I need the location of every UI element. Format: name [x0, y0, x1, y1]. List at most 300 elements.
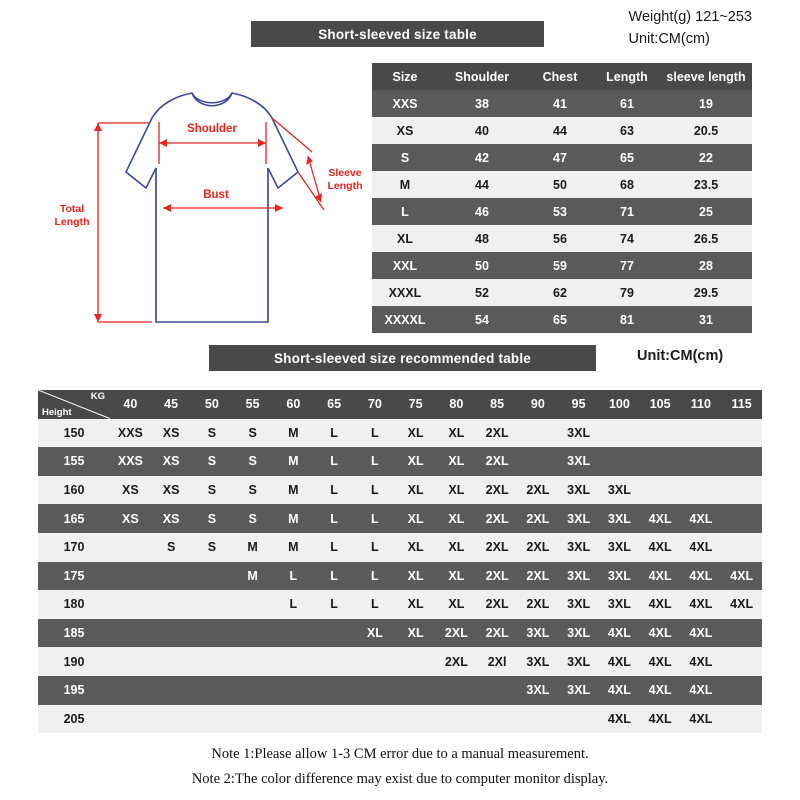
recommended-table-weight-header: 70	[355, 390, 396, 419]
recommended-table-cell: 2XL	[518, 504, 559, 533]
size-table-cell: 40	[438, 117, 526, 144]
recommended-table-cell: 2XL	[477, 533, 518, 562]
recommended-table-cell	[395, 705, 436, 734]
recommended-table-cell: XXS	[110, 419, 151, 448]
size-table-cell: XXXXL	[372, 306, 438, 333]
recommended-table-cell: XXS	[110, 447, 151, 476]
recommended-table-cell	[314, 647, 355, 676]
recommended-table-cell	[355, 705, 396, 734]
recommended-table-weight-header: 110	[681, 390, 722, 419]
recommended-table-weight-header: 60	[273, 390, 314, 419]
recommended-table-cell: 2XL	[518, 533, 559, 562]
recommended-table-cell: 3XL	[599, 562, 640, 591]
size-table-row	[372, 171, 752, 198]
recommended-table-cell	[721, 647, 762, 676]
recommended-table-cell: 4XL	[681, 590, 722, 619]
size-table-cell: 56	[526, 225, 594, 252]
recommended-table-cell: 4XL	[681, 647, 722, 676]
recommended-table-cell	[518, 419, 559, 448]
recommended-table-cell: XL	[436, 447, 477, 476]
recommended-table-cell: 2XL	[436, 619, 477, 648]
size-table-cell: 31	[660, 306, 752, 333]
recommended-table-cell: S	[151, 533, 192, 562]
size-table-col-header: Size	[372, 63, 438, 90]
recommended-table-row	[38, 533, 762, 562]
recommended-table-cell: 4XL	[640, 562, 681, 591]
recommended-table-cell: XS	[151, 419, 192, 448]
recommended-table-height-cell: 180	[38, 590, 110, 619]
recommended-table-row	[38, 419, 762, 448]
size-table-cell: 44	[438, 171, 526, 198]
size-table	[372, 63, 752, 333]
recommended-table-cell: 3XL	[518, 619, 559, 648]
recommended-table-row	[38, 647, 762, 676]
recommended-table-cell: 2XL	[477, 590, 518, 619]
recommended-table-cell	[395, 647, 436, 676]
size-table-body	[372, 90, 752, 333]
size-table-cell: XXS	[372, 90, 438, 117]
recommended-table-cell: XL	[395, 562, 436, 591]
notes	[0, 742, 800, 793]
recommended-size-table	[38, 390, 762, 733]
recommended-table-row	[38, 676, 762, 705]
recommended-table-cell: XL	[395, 619, 436, 648]
recommended-table-cell: XL	[395, 504, 436, 533]
recommended-table-weight-header: 65	[314, 390, 355, 419]
recommended-table-cell	[232, 647, 273, 676]
size-table-cell: XS	[372, 117, 438, 144]
recommended-table-cell: L	[314, 562, 355, 591]
size-table-cell: 63	[594, 117, 660, 144]
recommended-table-cell: XL	[395, 476, 436, 505]
recommended-table-cell: 4XL	[640, 647, 681, 676]
recommended-table-cell: L	[355, 590, 396, 619]
recommended-table-weight-header: 95	[558, 390, 599, 419]
recommended-table-cell	[273, 619, 314, 648]
recommended-table-cell: 3XL	[558, 590, 599, 619]
recommended-table-cell	[721, 447, 762, 476]
recommended-table-cell	[640, 419, 681, 448]
recommended-table-weight-header: 40	[110, 390, 151, 419]
total-length-label-line2: Length	[54, 216, 90, 228]
recommended-table-weight-header: 75	[395, 390, 436, 419]
recommended-table-cell	[192, 705, 233, 734]
recommended-table-weight-header: 55	[232, 390, 273, 419]
size-table-col-header: Shoulder	[438, 63, 526, 90]
recommended-table-cell: L	[314, 504, 355, 533]
recommended-table-cell: S	[192, 504, 233, 533]
recommended-table-cell: XL	[436, 562, 477, 591]
recommended-table-cell: L	[355, 419, 396, 448]
recommended-table-cell	[436, 705, 477, 734]
recommended-table-cell: 2XL	[477, 476, 518, 505]
recommended-table-cell: 2XL	[436, 647, 477, 676]
recommended-table-cell: L	[273, 590, 314, 619]
corner-kg-label: KG	[90, 391, 105, 402]
size-table-cell: 38	[438, 90, 526, 117]
size-table-cell: 81	[594, 306, 660, 333]
recommended-table-cell	[355, 676, 396, 705]
recommended-table-cell: L	[314, 590, 355, 619]
recommended-table-cell: 4XL	[681, 705, 722, 734]
size-table-row	[372, 198, 752, 225]
size-table-header-row	[372, 63, 752, 90]
recommended-table-cell: 4XL	[640, 676, 681, 705]
recommended-table-cell	[721, 676, 762, 705]
recommended-table-cell	[192, 562, 233, 591]
recommended-table-cell: L	[314, 476, 355, 505]
recommended-table-cell: 3XL	[558, 476, 599, 505]
recommended-table-cell: XL	[436, 504, 477, 533]
recommended-table-height-cell: 205	[38, 705, 110, 734]
size-table-cell: 54	[438, 306, 526, 333]
size-table-row	[372, 252, 752, 279]
size-table-cell: 44	[526, 117, 594, 144]
recommended-table-cell	[681, 476, 722, 505]
recommended-table-row	[38, 705, 762, 734]
size-table-cell: 42	[438, 144, 526, 171]
recommended-table-cell: L	[355, 504, 396, 533]
recommended-table-height-cell: 175	[38, 562, 110, 591]
recommended-table-cell: XL	[436, 476, 477, 505]
recommended-table-cell: XL	[355, 619, 396, 648]
recommended-table-cell	[232, 619, 273, 648]
recommended-table-cell	[192, 619, 233, 648]
size-table-cell: 65	[594, 144, 660, 171]
size-table-cell: S	[372, 144, 438, 171]
recommended-table-row	[38, 562, 762, 591]
recommended-table-cell: L	[314, 447, 355, 476]
size-table-cell: 52	[438, 279, 526, 306]
recommended-table-header-row	[38, 390, 762, 419]
size-table-col-header: Chest	[526, 63, 594, 90]
recommended-table-cell: 4XL	[721, 590, 762, 619]
size-table-cell: 53	[526, 198, 594, 225]
recommended-table-cell: XL	[395, 419, 436, 448]
recommended-table-cell	[518, 705, 559, 734]
recommended-table-cell: 2XL	[518, 476, 559, 505]
sleeve-label-line1: Sleeve	[328, 167, 362, 179]
recommended-table-cell	[640, 476, 681, 505]
size-table-cell: 20.5	[660, 117, 752, 144]
sleeve-label-line2: Length	[327, 180, 363, 192]
recommended-table-row	[38, 619, 762, 648]
recommended-table-cell: 2XL	[477, 619, 518, 648]
size-table-col-header: sleeve length	[660, 63, 752, 90]
corner-height-label: Height	[42, 406, 72, 418]
recommended-table-cell: XS	[110, 504, 151, 533]
recommended-table-cell: M	[273, 447, 314, 476]
recommended-table-height-cell: 150	[38, 419, 110, 448]
size-table-cell: 50	[438, 252, 526, 279]
total-length-label-line1: Total	[59, 203, 85, 215]
recommended-table-cell	[721, 705, 762, 734]
recommended-table-banner: Short-sleeved size recommended table	[209, 345, 596, 371]
recommended-table-cell: 3XL	[518, 676, 559, 705]
recommended-table-cell: 4XL	[681, 562, 722, 591]
recommended-table-height-cell: 165	[38, 504, 110, 533]
size-table-cell: 22	[660, 144, 752, 171]
recommended-table-cell: 3XL	[558, 647, 599, 676]
recommended-table-cell	[314, 619, 355, 648]
recommended-table-cell: 2Xl	[477, 647, 518, 676]
recommended-table-cell: 2XL	[518, 562, 559, 591]
size-table-cell: 77	[594, 252, 660, 279]
recommended-table-cell: 2XL	[518, 590, 559, 619]
size-table-cell: 71	[594, 198, 660, 225]
recommended-table-cell: S	[232, 447, 273, 476]
recommended-table-cell: 2XL	[477, 504, 518, 533]
meta-info	[629, 6, 752, 51]
recommended-table-cell: 3XL	[558, 447, 599, 476]
recommended-table-cell	[110, 533, 151, 562]
recommended-table-cell: 3XL	[599, 504, 640, 533]
recommended-table-cell	[721, 533, 762, 562]
recommended-table-height-cell: 190	[38, 647, 110, 676]
recommended-table-cell	[599, 419, 640, 448]
shoulder-label: Shoulder	[187, 123, 237, 135]
recommended-table-cell: 2XL	[477, 447, 518, 476]
recommended-table-weight-header: 115	[721, 390, 762, 419]
size-table-cell: 48	[438, 225, 526, 252]
recommended-table-cell	[721, 504, 762, 533]
recommended-table-cell: 3XL	[599, 590, 640, 619]
recommended-table-cell	[192, 676, 233, 705]
size-table-head	[372, 63, 752, 90]
recommended-table-cell	[721, 619, 762, 648]
recommended-table-cell: L	[355, 447, 396, 476]
recommended-table-cell	[151, 619, 192, 648]
recommended-table-cell	[151, 676, 192, 705]
recommended-table-cell: XL	[436, 590, 477, 619]
size-table-banner: Short-sleeved size table	[251, 21, 544, 47]
recommended-table-weight-header: 85	[477, 390, 518, 419]
recommended-table-row	[38, 590, 762, 619]
recommended-table-cell: 3XL	[518, 647, 559, 676]
recommended-table-head	[38, 390, 762, 419]
recommended-table-cell: 4XL	[721, 562, 762, 591]
recommended-table-height-cell: 155	[38, 447, 110, 476]
recommended-table-weight-header: 105	[640, 390, 681, 419]
recommended-table-cell: 3XL	[599, 533, 640, 562]
recommended-table-height-cell: 195	[38, 676, 110, 705]
size-table-cell: 41	[526, 90, 594, 117]
recommended-table-cell	[273, 647, 314, 676]
recommended-table-cell: 4XL	[599, 676, 640, 705]
recommended-table-cell	[110, 647, 151, 676]
size-table-cell: XXXL	[372, 279, 438, 306]
recommended-table-cell: XS	[110, 476, 151, 505]
recommended-table-cell: XL	[436, 419, 477, 448]
recommended-table-cell: S	[192, 447, 233, 476]
recommended-table-cell	[232, 676, 273, 705]
size-table-cell: L	[372, 198, 438, 225]
recommended-table-cell	[518, 447, 559, 476]
recommended-table-height-cell: 160	[38, 476, 110, 505]
recommended-table-weight-header: 45	[151, 390, 192, 419]
recommended-table-cell	[640, 447, 681, 476]
recommended-table-cell: 4XL	[681, 619, 722, 648]
recommended-table-cell	[599, 447, 640, 476]
size-table-cell: 79	[594, 279, 660, 306]
recommended-table-cell	[273, 676, 314, 705]
recommended-table-cell	[110, 676, 151, 705]
recommended-table-cell: 3XL	[599, 476, 640, 505]
recommended-table-cell: M	[273, 419, 314, 448]
recommended-table-cell: 3XL	[558, 619, 599, 648]
recommended-table-cell: S	[232, 419, 273, 448]
recommended-table-cell: XS	[151, 447, 192, 476]
recommended-table-cell	[477, 676, 518, 705]
recommended-table-cell: 4XL	[599, 619, 640, 648]
recommended-table-cell: L	[273, 562, 314, 591]
recommended-table-cell: 3XL	[558, 562, 599, 591]
recommended-table-cell: M	[273, 533, 314, 562]
recommended-table-cell: 3XL	[558, 504, 599, 533]
size-table-cell: 65	[526, 306, 594, 333]
recommended-table-row	[38, 447, 762, 476]
size-table-cell: 50	[526, 171, 594, 198]
recommended-table-cell	[273, 705, 314, 734]
recommended-table-cell	[314, 705, 355, 734]
recommended-table-cell: 4XL	[681, 533, 722, 562]
recommended-table-cell: 4XL	[640, 504, 681, 533]
recommended-table-cell	[232, 590, 273, 619]
recommended-table-cell	[192, 590, 233, 619]
recommended-table-row	[38, 476, 762, 505]
size-table-cell: XL	[372, 225, 438, 252]
recommended-table-cell	[395, 676, 436, 705]
size-table-cell: 62	[526, 279, 594, 306]
recommended-table-cell: 4XL	[681, 504, 722, 533]
size-table-cell: XXL	[372, 252, 438, 279]
recommended-table-cell	[232, 705, 273, 734]
size-table-cell: 25	[660, 198, 752, 225]
recommended-table-cell: S	[232, 476, 273, 505]
recommended-table-cell: S	[192, 533, 233, 562]
recommended-table-cell: S	[192, 419, 233, 448]
recommended-table-cell: 3XL	[558, 419, 599, 448]
size-table-col-header: Length	[594, 63, 660, 90]
recommended-table-cell: M	[232, 562, 273, 591]
recommended-table-cell: S	[232, 504, 273, 533]
tshirt-diagram	[40, 60, 370, 335]
recommended-table-cell: 4XL	[599, 705, 640, 734]
recommended-table-cell: L	[355, 476, 396, 505]
size-table-row	[372, 306, 752, 333]
recommended-table-cell: 3XL	[558, 533, 599, 562]
recommended-table-cell	[151, 590, 192, 619]
recommended-table-cell	[151, 705, 192, 734]
recommended-table-cell: M	[273, 476, 314, 505]
recommended-table-cell: L	[355, 533, 396, 562]
recommended-table-cell	[477, 705, 518, 734]
recommended-table-cell	[110, 562, 151, 591]
unit-text: Unit:CM(cm)	[628, 31, 710, 48]
recommended-table-cell: 4XL	[640, 619, 681, 648]
weight-text: Weight(g) 121~253	[628, 9, 752, 25]
recommended-table-height-cell: 170	[38, 533, 110, 562]
recommended-table-cell: 4XL	[681, 676, 722, 705]
size-table-cell: 29.5	[660, 279, 752, 306]
recommended-table-cell: XS	[151, 504, 192, 533]
size-table-cell: 46	[438, 198, 526, 225]
unit-text-2: Unit:CM(cm)	[637, 348, 724, 364]
recommended-table-weight-header: 50	[192, 390, 233, 419]
recommended-table-cell	[192, 647, 233, 676]
recommended-table-cell	[110, 619, 151, 648]
recommended-table-cell: XL	[395, 533, 436, 562]
size-table-cell: 59	[526, 252, 594, 279]
size-table-cell: 68	[594, 171, 660, 198]
recommended-table-cell: 4XL	[640, 590, 681, 619]
recommended-table-cell	[436, 676, 477, 705]
size-table-cell: 19	[660, 90, 752, 117]
note-2: Note 2:The color difference may exist due to computer monitor display.	[191, 771, 609, 788]
recommended-table-cell	[681, 419, 722, 448]
size-table-row	[372, 225, 752, 252]
recommended-table-cell	[681, 447, 722, 476]
recommended-table-cell: S	[192, 476, 233, 505]
size-table-cell: M	[372, 171, 438, 198]
recommended-table-cell	[558, 705, 599, 734]
recommended-table-cell: 4XL	[640, 533, 681, 562]
size-table-row	[372, 144, 752, 171]
size-table-cell: 26.5	[660, 225, 752, 252]
recommended-table-cell: 4XL	[599, 647, 640, 676]
size-table-row	[372, 90, 752, 117]
recommended-table-cell: 3XL	[558, 676, 599, 705]
size-table-cell: 23.5	[660, 171, 752, 198]
recommended-table-cell: M	[273, 504, 314, 533]
size-table-cell: 28	[660, 252, 752, 279]
size-table-row	[372, 279, 752, 306]
size-table-cell: 74	[594, 225, 660, 252]
bust-label: Bust	[203, 189, 229, 201]
recommended-table-cell: 4XL	[640, 705, 681, 734]
recommended-table-body	[38, 419, 762, 734]
recommended-table-height-cell: 185	[38, 619, 110, 648]
recommended-table-cell: XL	[395, 590, 436, 619]
recommended-table-row	[38, 504, 762, 533]
recommended-table-cell	[110, 590, 151, 619]
recommended-table-cell: 2XL	[477, 562, 518, 591]
recommended-table-cell: 2XL	[477, 419, 518, 448]
recommended-table-cell	[151, 647, 192, 676]
size-table-cell: 47	[526, 144, 594, 171]
recommended-table-cell: L	[314, 419, 355, 448]
recommended-table-cell: XS	[151, 476, 192, 505]
recommended-table-cell: M	[232, 533, 273, 562]
note-1: Note 1:Please allow 1-3 CM error due to a manual measurement.	[211, 746, 589, 762]
recommended-table-cell: L	[355, 562, 396, 591]
recommended-table-cell: XL	[395, 447, 436, 476]
recommended-table-weight-header: 90	[518, 390, 559, 419]
size-table-cell: 61	[594, 90, 660, 117]
recommended-table-cell	[110, 705, 151, 734]
recommended-table-cell	[151, 562, 192, 591]
recommended-table-cell	[314, 676, 355, 705]
recommended-table-cell: L	[314, 533, 355, 562]
recommended-table-cell: XL	[436, 533, 477, 562]
recommended-table-corner	[38, 390, 110, 419]
recommended-table-weight-header: 100	[599, 390, 640, 419]
recommended-table-cell	[355, 647, 396, 676]
recommended-table-cell	[721, 419, 762, 448]
size-table-row	[372, 117, 752, 144]
recommended-table-cell	[721, 476, 762, 505]
recommended-table-weight-header: 80	[436, 390, 477, 419]
